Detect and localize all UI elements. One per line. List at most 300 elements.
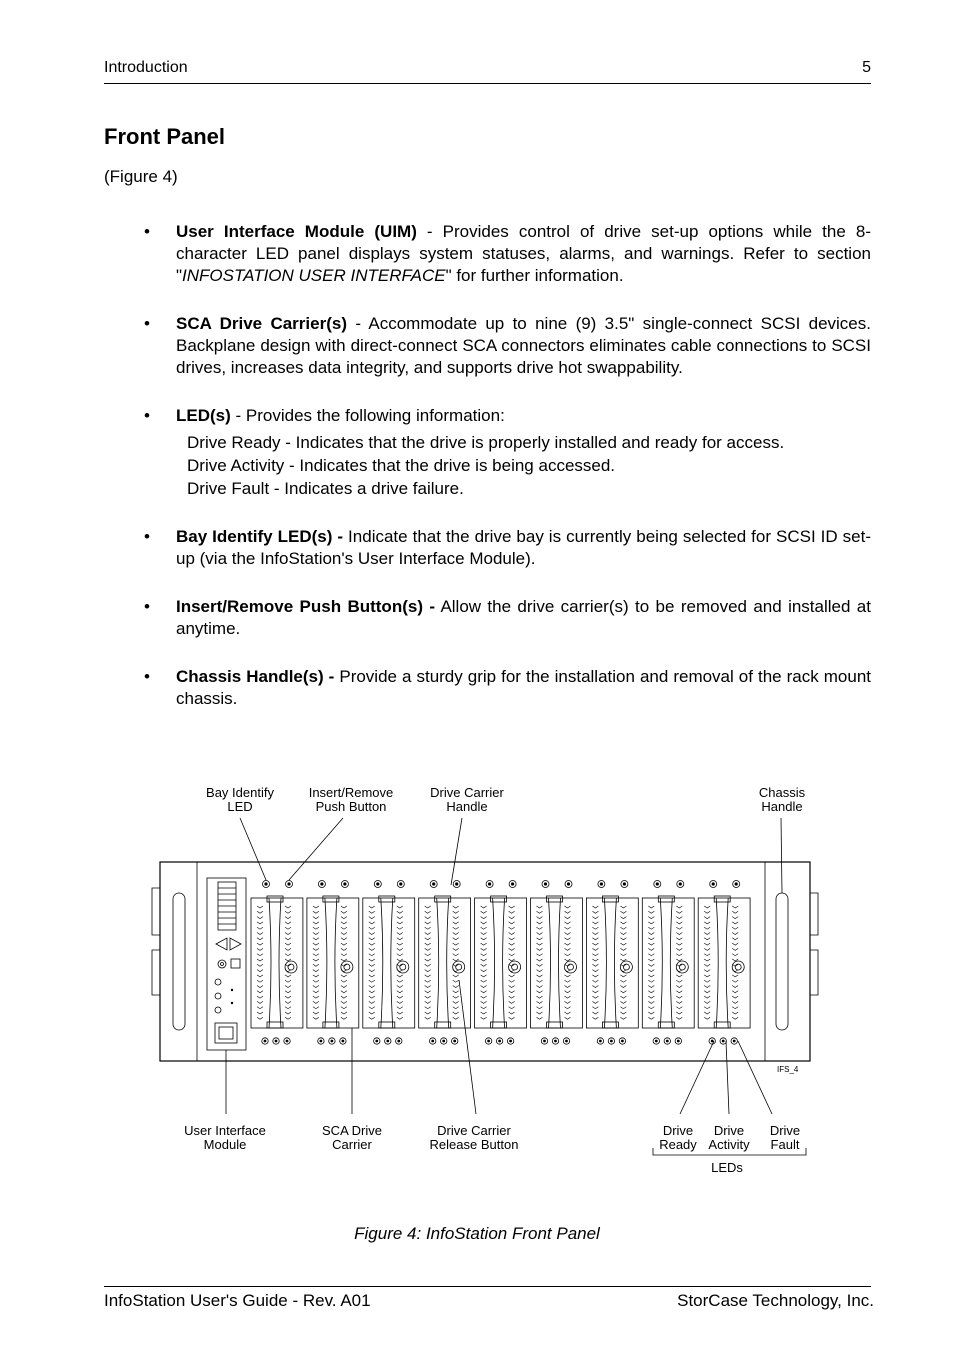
vent-mark — [341, 938, 347, 940]
vent-mark — [369, 970, 375, 972]
status-led-dot — [320, 1040, 322, 1042]
vent-mark — [565, 911, 571, 913]
vent-mark — [481, 1012, 487, 1014]
vent-mark — [704, 906, 710, 908]
vent-mark — [453, 911, 459, 913]
vent-mark — [592, 970, 598, 972]
vent-mark — [592, 943, 598, 945]
status-led-dot — [599, 1040, 601, 1042]
vent-mark — [509, 911, 515, 913]
vent-mark — [704, 991, 710, 993]
vent-pattern — [481, 906, 515, 1019]
section-title: Front Panel — [104, 124, 226, 149]
vent-mark — [369, 948, 375, 950]
vent-mark — [732, 986, 738, 988]
vent-mark — [481, 975, 487, 977]
vent-mark — [732, 933, 738, 935]
vent-mark — [257, 927, 263, 929]
bay-identify-led-dot — [544, 883, 546, 885]
vent-mark — [704, 1001, 710, 1003]
status-led-dot — [454, 1040, 456, 1042]
list-item-term: Insert/Remove Push Button(s) - — [176, 597, 436, 616]
list-item-term: LED(s) — [176, 406, 231, 425]
vent-mark — [481, 938, 487, 940]
feature-list — [142, 221, 871, 736]
list-item — [142, 526, 871, 570]
vent-mark — [732, 991, 738, 993]
footer-document-title: InfoStation User's Guide - Rev. A01 — [104, 1291, 371, 1310]
vent-mark — [648, 906, 654, 908]
label-bay-identify-led: Bay Identify — [206, 785, 274, 800]
vent-mark — [509, 991, 515, 993]
vent-mark — [313, 954, 319, 956]
vent-mark — [257, 906, 263, 908]
release-button — [453, 961, 465, 973]
release-button-inner — [512, 964, 518, 970]
led-description: Drive Fault - Indicates a drive failure. — [187, 479, 464, 498]
vent-mark — [648, 959, 654, 961]
vent-mark — [341, 1001, 347, 1003]
page-number: 5 — [862, 59, 871, 76]
svg-text:DriveFault — [770, 1123, 800, 1152]
svg-text:User InterfaceModule — [184, 1123, 266, 1152]
vent-mark — [285, 1017, 291, 1019]
vent-mark — [509, 1007, 515, 1009]
right-chassis-handle — [776, 893, 788, 1030]
vent-mark — [313, 1012, 319, 1014]
vent-mark — [565, 986, 571, 988]
vent-mark — [648, 933, 654, 935]
bay-identify-led-dot — [377, 883, 379, 885]
vent-mark — [565, 1012, 571, 1014]
vent-mark — [592, 954, 598, 956]
status-led-dot — [275, 1040, 277, 1042]
vent-mark — [425, 1012, 431, 1014]
vent-mark — [341, 933, 347, 935]
vent-mark — [537, 959, 543, 961]
vent-mark — [425, 954, 431, 956]
vent-mark — [704, 922, 710, 924]
vent-mark — [537, 970, 543, 972]
vent-mark — [313, 943, 319, 945]
vent-mark — [704, 954, 710, 956]
vent-mark — [481, 943, 487, 945]
vent-mark — [592, 1007, 598, 1009]
carrier-handle — [437, 898, 449, 1028]
figure-code: IFS_4 — [777, 1065, 799, 1074]
vent-mark — [453, 1001, 459, 1003]
vent-mark — [481, 964, 487, 966]
carrier-handle — [269, 898, 281, 1028]
label-drive-activity: Drive — [713, 1123, 745, 1138]
vent-mark — [257, 948, 263, 950]
status-led-dot — [610, 1040, 612, 1042]
vent-mark — [453, 975, 459, 977]
vent-mark — [285, 933, 291, 935]
carrier-handle — [716, 898, 728, 1028]
vent-mark — [704, 943, 710, 945]
vent-mark — [620, 1017, 626, 1019]
status-led-dot — [398, 1040, 400, 1042]
vent-mark — [592, 948, 598, 950]
vent-mark — [425, 959, 431, 961]
vent-mark — [509, 933, 515, 935]
footer-rule — [104, 1286, 871, 1287]
vent-mark — [481, 1007, 487, 1009]
vent-mark — [676, 906, 682, 908]
vent-mark — [341, 986, 347, 988]
vent-mark — [341, 991, 347, 993]
vent-mark — [425, 970, 431, 972]
vent-mark — [648, 943, 654, 945]
drive-bay — [363, 881, 415, 1045]
vent-mark — [397, 911, 403, 913]
bay-identify-led-dot — [265, 883, 267, 885]
vent-mark — [565, 980, 571, 982]
list-item-term: Bay Identify LED(s) - — [176, 527, 344, 546]
vent-mark — [453, 980, 459, 982]
vent-mark — [565, 948, 571, 950]
list-item — [142, 666, 871, 710]
uim-connector — [215, 1023, 237, 1043]
vent-mark — [648, 986, 654, 988]
vent-mark — [453, 1012, 459, 1014]
vent-mark — [257, 991, 263, 993]
vent-mark — [648, 1007, 654, 1009]
vent-mark — [397, 986, 403, 988]
label-drive-ready: Drive — [662, 1123, 694, 1138]
vent-mark — [341, 922, 347, 924]
vent-mark — [648, 917, 654, 919]
vent-mark — [620, 991, 626, 993]
bullet-icon: • — [144, 314, 150, 333]
vent-mark — [620, 975, 626, 977]
vent-mark — [620, 948, 626, 950]
vent-mark — [565, 938, 571, 940]
bullet-icon: • — [144, 527, 150, 546]
status-led-dot — [264, 1040, 266, 1042]
vent-mark — [509, 975, 515, 977]
vent-mark — [676, 943, 682, 945]
vent-mark — [704, 1012, 710, 1014]
carrier-handle — [493, 898, 505, 1028]
vent-mark — [732, 996, 738, 998]
vent-mark — [285, 1001, 291, 1003]
vent-mark — [676, 911, 682, 913]
vent-pattern — [592, 906, 626, 1019]
vent-mark — [341, 927, 347, 929]
vent-mark — [704, 917, 710, 919]
vent-mark — [537, 980, 543, 982]
vent-mark — [537, 975, 543, 977]
status-led-dot — [621, 1040, 623, 1042]
vent-mark — [285, 938, 291, 940]
vent-mark — [285, 917, 291, 919]
vent-mark — [676, 975, 682, 977]
drive-bay — [642, 881, 694, 1045]
vent-mark — [369, 906, 375, 908]
vent-mark — [648, 1012, 654, 1014]
release-button — [285, 961, 297, 973]
vent-mark — [453, 917, 459, 919]
svg-text:Drive CarrierRelease Button — [430, 1123, 519, 1152]
vent-mark — [425, 1007, 431, 1009]
svg-text:Bay IdentifyLED — [206, 785, 274, 814]
vent-mark — [313, 1007, 319, 1009]
vent-mark — [425, 933, 431, 935]
vent-mark — [620, 986, 626, 988]
vent-mark — [704, 938, 710, 940]
drive-bay — [419, 881, 471, 1045]
vent-mark — [397, 948, 403, 950]
vent-mark — [704, 927, 710, 929]
drive-bay — [251, 881, 303, 1045]
insert-remove-button-dot — [567, 883, 569, 885]
vent-mark — [397, 922, 403, 924]
vent-mark — [648, 980, 654, 982]
vent-mark — [592, 911, 598, 913]
release-button — [341, 961, 353, 973]
release-button-inner — [456, 964, 462, 970]
list-item-term: User Interface Module (UIM) — [176, 222, 417, 241]
vent-mark — [313, 986, 319, 988]
footer-company: StorCase Technology, Inc. — [677, 1291, 874, 1310]
vent-mark — [620, 927, 626, 929]
vent-mark — [648, 1001, 654, 1003]
vent-mark — [397, 1012, 403, 1014]
bay-identify-led-dot — [433, 883, 435, 885]
release-button-inner — [568, 964, 574, 970]
release-button — [732, 961, 744, 973]
vent-mark — [369, 927, 375, 929]
vent-mark — [397, 996, 403, 998]
vent-mark — [704, 970, 710, 972]
status-led-dot — [432, 1040, 434, 1042]
vent-mark — [313, 1017, 319, 1019]
drive-bays — [251, 881, 750, 1045]
vent-mark — [341, 1007, 347, 1009]
vent-mark — [285, 906, 291, 908]
vent-mark — [648, 1017, 654, 1019]
vent-mark — [257, 980, 263, 982]
vent-mark — [453, 906, 459, 908]
svg-text:Drive CarrierHandle — [430, 785, 504, 814]
vent-mark — [648, 927, 654, 929]
vent-mark — [704, 933, 710, 935]
vent-mark — [397, 906, 403, 908]
vent-mark — [257, 1007, 263, 1009]
led-description: Drive Ready - Indicates that the drive is properly installed and ready for access. — [187, 433, 785, 452]
vent-mark — [313, 911, 319, 913]
vent-mark — [397, 1001, 403, 1003]
vent-mark — [425, 991, 431, 993]
vent-mark — [313, 917, 319, 919]
vent-mark — [704, 975, 710, 977]
vent-mark — [732, 954, 738, 956]
vent-mark — [369, 991, 375, 993]
list-item — [142, 313, 871, 379]
vent-mark — [313, 938, 319, 940]
vent-mark — [732, 938, 738, 940]
bullet-icon: • — [144, 406, 150, 425]
vent-mark — [453, 943, 459, 945]
label-drive-ready-2: Ready — [659, 1137, 697, 1152]
vent-mark — [592, 991, 598, 993]
status-led-dot — [488, 1040, 490, 1042]
vent-mark — [397, 991, 403, 993]
vent-pattern — [425, 906, 459, 1019]
vent-mark — [509, 948, 515, 950]
vent-mark — [257, 1012, 263, 1014]
vent-mark — [565, 927, 571, 929]
svg-text:Insert/RemovePush Button — [309, 785, 394, 814]
vent-mark — [369, 954, 375, 956]
vent-mark — [732, 1001, 738, 1003]
vent-mark — [648, 970, 654, 972]
release-button — [676, 961, 688, 973]
label-drive-fault-2: Fault — [770, 1137, 800, 1152]
label-release-button: Drive Carrier — [437, 1123, 511, 1138]
vent-mark — [537, 996, 543, 998]
vent-mark — [481, 970, 487, 972]
vent-mark — [620, 938, 626, 940]
vent-mark — [537, 991, 543, 993]
bay-identify-led-dot — [600, 883, 602, 885]
vent-mark — [425, 1001, 431, 1003]
svg-text:DriveReady — [659, 1123, 697, 1152]
release-button — [509, 961, 521, 973]
drive-bay — [586, 881, 638, 1045]
vent-mark — [425, 996, 431, 998]
vent-mark — [453, 938, 459, 940]
vent-mark — [481, 1001, 487, 1003]
vent-mark — [369, 964, 375, 966]
vent-mark — [537, 906, 543, 908]
vent-mark — [425, 1017, 431, 1019]
vent-mark — [397, 938, 403, 940]
vent-mark — [285, 922, 291, 924]
vent-pattern — [369, 906, 403, 1019]
vent-mark — [704, 948, 710, 950]
status-led-dot — [499, 1040, 501, 1042]
vent-mark — [648, 964, 654, 966]
vent-mark — [313, 991, 319, 993]
label-drive-fault: Drive — [769, 1123, 801, 1138]
vent-mark — [481, 991, 487, 993]
vent-mark — [620, 911, 626, 913]
vent-mark — [341, 911, 347, 913]
vent-mark — [620, 954, 626, 956]
vent-mark — [620, 922, 626, 924]
drive-bay — [475, 881, 527, 1045]
figure-reference: (Figure 4) — [104, 167, 178, 186]
carrier-handle — [549, 898, 561, 1028]
vent-mark — [313, 1001, 319, 1003]
insert-remove-button-dot — [623, 883, 625, 885]
vent-mark — [732, 1017, 738, 1019]
vent-mark — [425, 980, 431, 982]
carrier-handle — [660, 898, 672, 1028]
vent-mark — [565, 991, 571, 993]
vent-mark — [509, 1001, 515, 1003]
list-item-term: Chassis Handle(s) - — [176, 667, 335, 686]
label-sca-drive-carrier: SCA Drive — [322, 1123, 382, 1138]
label-drive-carrier-handle: Drive Carrier — [430, 785, 504, 800]
vent-mark — [285, 996, 291, 998]
vent-mark — [620, 917, 626, 919]
vent-mark — [648, 922, 654, 924]
release-button — [397, 961, 409, 973]
vent-mark — [732, 917, 738, 919]
vent-mark — [453, 1007, 459, 1009]
vent-mark — [732, 1012, 738, 1014]
release-button-inner — [679, 964, 685, 970]
vent-mark — [369, 933, 375, 935]
vent-mark — [369, 996, 375, 998]
vent-mark — [537, 1007, 543, 1009]
vent-mark — [369, 1007, 375, 1009]
vent-mark — [369, 975, 375, 977]
vent-mark — [397, 933, 403, 935]
vent-mark — [732, 975, 738, 977]
bay-identify-led-dot — [488, 883, 490, 885]
drive-bay — [531, 881, 583, 1045]
vent-mark — [676, 980, 682, 982]
vent-mark — [369, 1017, 375, 1019]
vent-mark — [313, 970, 319, 972]
vent-mark — [509, 906, 515, 908]
running-header-section: Introduction — [104, 59, 188, 76]
bullet-icon: • — [144, 597, 150, 616]
vent-mark — [565, 933, 571, 935]
vent-mark — [676, 996, 682, 998]
vent-mark — [341, 948, 347, 950]
status-led-dot — [711, 1040, 713, 1042]
vent-mark — [676, 938, 682, 940]
vent-mark — [592, 1001, 598, 1003]
status-led-dot — [510, 1040, 512, 1042]
list-item-text: Allow the drive carrier(s) to be removed and installed at anytime. — [176, 597, 871, 638]
vent-mark — [509, 1017, 515, 1019]
vent-mark — [592, 917, 598, 919]
drive-bay — [307, 881, 359, 1045]
vent-mark — [313, 906, 319, 908]
vent-mark — [565, 943, 571, 945]
list-item-text: - Accommodate up to nine (9) 3.5" single-connect SCSI devices. Backplane design with direct-connect SCA connectors eliminates cable connections to SCSI drives, increases data integrity, and supports drive hot swappability. — [176, 314, 871, 377]
vent-mark — [509, 996, 515, 998]
vent-pattern — [313, 906, 347, 1019]
vent-mark — [397, 917, 403, 919]
vent-mark — [453, 991, 459, 993]
release-button-inner — [288, 964, 294, 970]
bay-identify-led-dot — [321, 883, 323, 885]
vent-mark — [341, 975, 347, 977]
vent-mark — [509, 1012, 515, 1014]
vent-mark — [676, 986, 682, 988]
vent-mark — [397, 927, 403, 929]
vent-mark — [732, 927, 738, 929]
vent-mark — [313, 933, 319, 935]
vent-mark — [425, 975, 431, 977]
vent-mark — [565, 922, 571, 924]
vent-mark — [565, 917, 571, 919]
chassis-body — [160, 862, 810, 1061]
label-drive-carrier-handle-2: Handle — [446, 799, 488, 814]
vent-mark — [537, 943, 543, 945]
vent-pattern — [704, 906, 738, 1019]
vent-mark — [313, 980, 319, 982]
vent-mark — [257, 911, 263, 913]
